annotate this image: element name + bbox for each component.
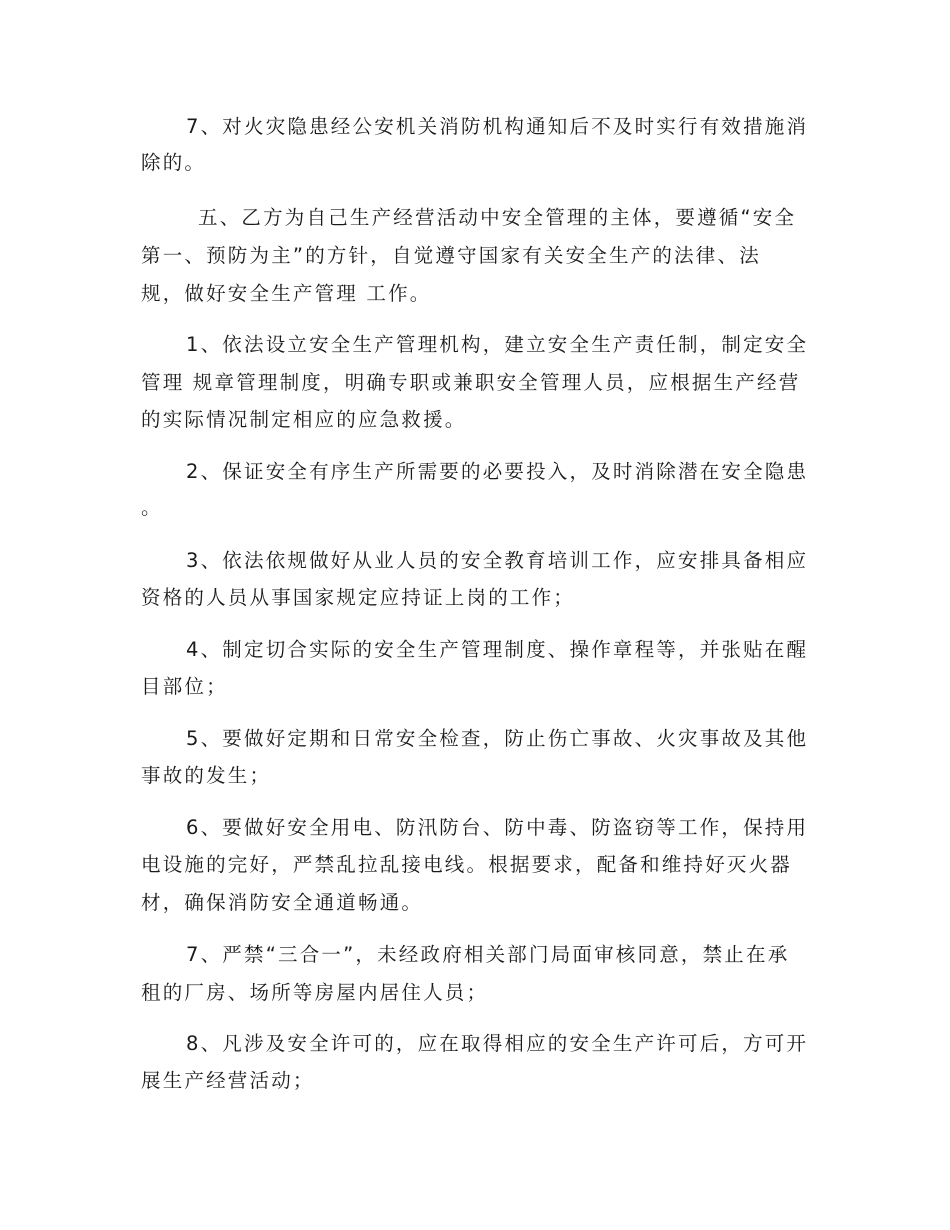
text-line: 材，确保消防安全通道畅通。 xyxy=(141,891,424,914)
text-line: 租的厂房、场所等房屋内居住人员； xyxy=(141,981,489,1004)
text-line: 6、要做好安全用电、防汛防台、防中毒、防盗窃等工作，保持用 xyxy=(186,816,809,839)
text-line: 7、严禁“三合一”，未经政府相关部门局面审核同意，禁止在承 xyxy=(186,943,790,966)
text-line: 管理 规章管理制度，明确专职或兼职安全管理人员，应根据生产经营 xyxy=(141,371,801,394)
text-line: 展生产经营活动； xyxy=(141,1069,315,1092)
text-line: 3、依法依规做好从业人员的安全教育培训工作，应安排具备相应 xyxy=(186,549,809,572)
text-line: 五、乙方为自己生产经营活动中安全管理的主体，要遵循“安全 xyxy=(198,206,797,229)
text-line: 资格的人员从事国家规定应持证上岗的工作； xyxy=(141,586,576,609)
text-line: 的实际情况制定相应的应急救援。 xyxy=(141,408,467,431)
text-line: 事故的发生； xyxy=(141,764,272,787)
text-line: 5、要做好定期和日常安全检查，防止伤亡事故、火灾事故及其他 xyxy=(186,727,809,750)
text-line: 7、对火灾隐患经公安机关消防机构通知后不及时实行有效措施消 xyxy=(186,115,809,138)
text-line: 目部位； xyxy=(141,675,228,698)
text-line: 8、凡涉及安全许可的，应在取得相应的安全生产许可后，方可开 xyxy=(186,1032,809,1055)
text-line: 第一、预防为主”的方针，自觉遵守国家有关安全生产的法律、法 xyxy=(141,244,761,267)
text-line: 规，做好安全生产管理 工作。 xyxy=(141,282,432,305)
text-line: 2、保证安全有序生产所需要的必要投入，及时消除潜在安全隐患 xyxy=(186,460,809,483)
text-line: 1、依法设立安全生产管理机构，建立安全生产责任制，制定安全 xyxy=(186,333,809,356)
text-line: 除的。 xyxy=(141,151,207,174)
text-line: 4、制定切合实际的安全生产管理制度、操作章程等，并张贴在醒 xyxy=(186,638,809,661)
text-line: 。 xyxy=(141,496,163,519)
text-line: 电设施的完好，严禁乱拉乱接电线。根据要求，配备和维持好灭火器 xyxy=(141,853,793,876)
